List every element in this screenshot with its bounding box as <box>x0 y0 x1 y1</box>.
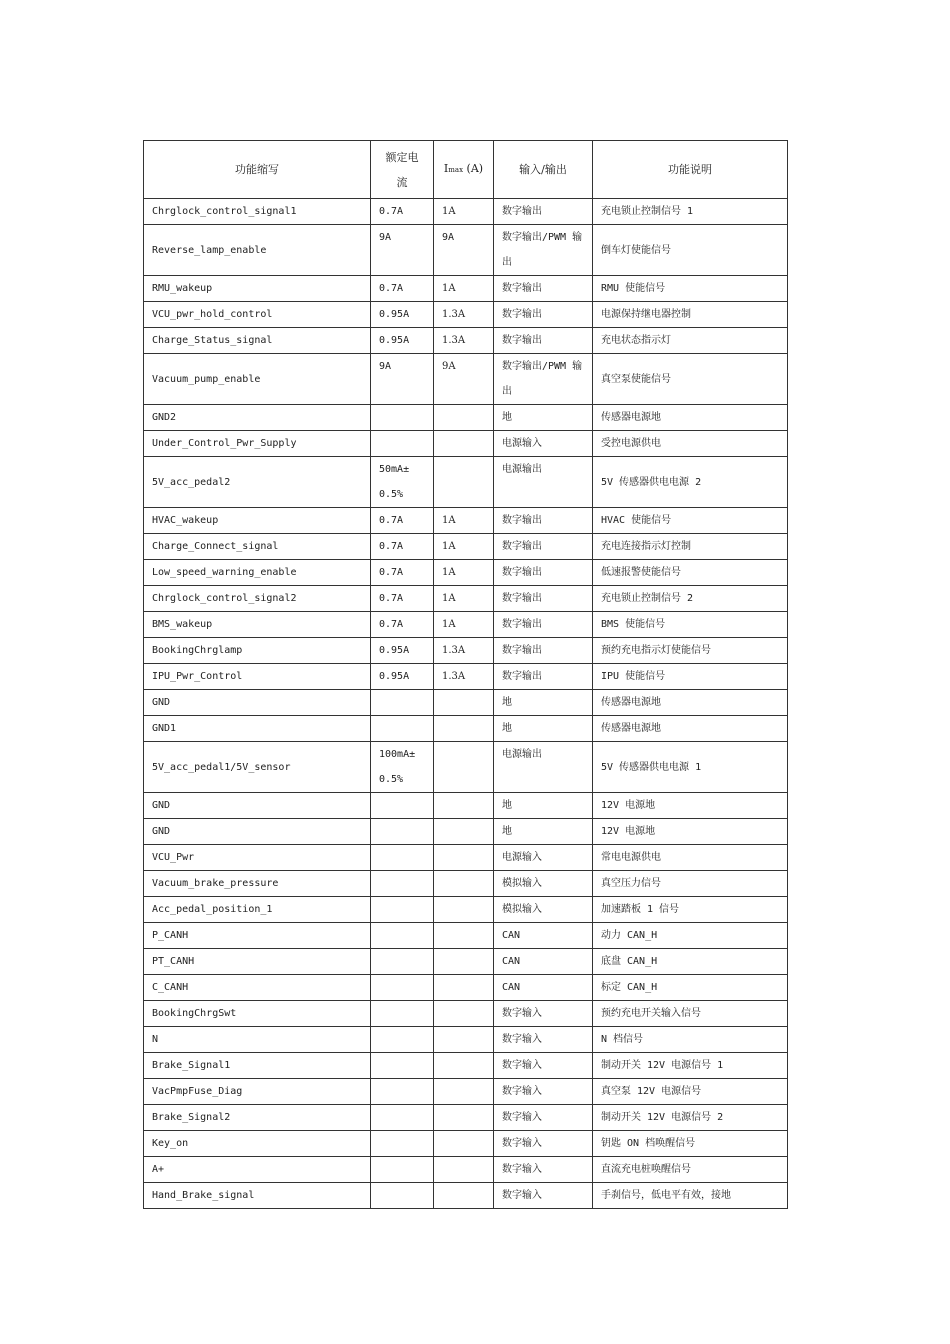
cell-rated-current <box>371 793 434 819</box>
cell-io: 数字输入 <box>494 1079 593 1105</box>
cell-function-name: Brake_Signal2 <box>144 1105 371 1131</box>
cell-imax <box>434 897 494 923</box>
cell-io: 地 <box>494 819 593 845</box>
cell-description: 动力 CAN_H <box>593 923 788 949</box>
cell-io: 电源输入 <box>494 845 593 871</box>
cell-rated-current: 0.95A <box>371 302 434 328</box>
cell-io: 数字输出 <box>494 534 593 560</box>
cell-description: 手刹信号，低电平有效，接地 <box>593 1183 788 1209</box>
cell-imax <box>434 1105 494 1131</box>
table-row <box>144 949 788 975</box>
cell-rated-current: 100mA± 0.5% <box>371 742 434 793</box>
cell-rated-current <box>371 1027 434 1053</box>
cell-description: 预约充电开关输入信号 <box>593 1001 788 1027</box>
header-io: 输入/输出 <box>494 141 593 199</box>
table-row <box>144 975 788 1001</box>
cell-io: CAN <box>494 975 593 1001</box>
table-row <box>144 871 788 897</box>
cell-io: 数字输入 <box>494 1001 593 1027</box>
cell-function-name: 5V_acc_pedal2 <box>144 457 371 508</box>
pin-function-table <box>143 140 788 1209</box>
cell-description: 真空泵使能信号 <box>593 354 788 405</box>
cell-imax <box>434 742 494 793</box>
cell-rated-current: 0.7A <box>371 560 434 586</box>
cell-imax: 1.3A <box>434 638 494 664</box>
cell-description: 制动开关 12V 电源信号 1 <box>593 1053 788 1079</box>
cell-function-name: Charge_Status_signal <box>144 328 371 354</box>
cell-function-name: Brake_Signal1 <box>144 1053 371 1079</box>
cell-function-name: Reverse_lamp_enable <box>144 225 371 276</box>
table-row <box>144 638 788 664</box>
cell-imax <box>434 431 494 457</box>
cell-imax <box>434 1157 494 1183</box>
cell-function-name: PT_CANH <box>144 949 371 975</box>
cell-description: 充电锁止控制信号 2 <box>593 586 788 612</box>
cell-description: 传感器电源地 <box>593 716 788 742</box>
cell-description: RMU 使能信号 <box>593 276 788 302</box>
cell-function-name: Acc_pedal_position_1 <box>144 897 371 923</box>
cell-io: 数字输出 <box>494 508 593 534</box>
cell-io: 数字输出 <box>494 560 593 586</box>
table-row <box>144 225 788 276</box>
cell-description: 制动开关 12V 电源信号 2 <box>593 1105 788 1131</box>
cell-rated-current <box>371 1105 434 1131</box>
table-row <box>144 586 788 612</box>
cell-rated-current <box>371 975 434 1001</box>
cell-imax: 9A <box>434 354 494 405</box>
cell-function-name: BookingChrglamp <box>144 638 371 664</box>
cell-imax <box>434 1027 494 1053</box>
cell-description: 受控电源供电 <box>593 431 788 457</box>
cell-imax <box>434 845 494 871</box>
cell-imax <box>434 1183 494 1209</box>
cell-rated-current: 0.95A <box>371 328 434 354</box>
cell-function-name: VacPmpFuse_Diag <box>144 1079 371 1105</box>
cell-function-name: BMS_wakeup <box>144 612 371 638</box>
cell-function-name: 5V_acc_pedal1/5V_sensor <box>144 742 371 793</box>
cell-function-name: Chrglock_control_signal1 <box>144 199 371 225</box>
cell-imax: 1A <box>434 276 494 302</box>
cell-rated-current: 50mA± 0.5% <box>371 457 434 508</box>
header-description: 功能说明 <box>593 141 788 199</box>
cell-imax: 1A <box>434 199 494 225</box>
cell-rated-current <box>371 1053 434 1079</box>
cell-description: 充电连接指示灯控制 <box>593 534 788 560</box>
cell-io: 电源输出 <box>494 742 593 793</box>
table-row <box>144 302 788 328</box>
cell-rated-current <box>371 949 434 975</box>
cell-function-name: IPU_Pwr_Control <box>144 664 371 690</box>
cell-function-name: BookingChrgSwt <box>144 1001 371 1027</box>
cell-description: 12V 电源地 <box>593 819 788 845</box>
cell-rated-current <box>371 1157 434 1183</box>
cell-description: 钥匙 ON 档唤醒信号 <box>593 1131 788 1157</box>
cell-imax: 1A <box>434 612 494 638</box>
cell-io: 数字输入 <box>494 1183 593 1209</box>
cell-imax: 1A <box>434 534 494 560</box>
cell-rated-current <box>371 819 434 845</box>
cell-imax: 1.3A <box>434 302 494 328</box>
table-row <box>144 328 788 354</box>
cell-description: 低速报警使能信号 <box>593 560 788 586</box>
cell-imax: 1A <box>434 508 494 534</box>
cell-imax <box>434 1001 494 1027</box>
cell-rated-current <box>371 845 434 871</box>
table-row <box>144 1001 788 1027</box>
cell-function-name: P_CANH <box>144 923 371 949</box>
cell-description: 12V 电源地 <box>593 793 788 819</box>
cell-rated-current <box>371 871 434 897</box>
cell-description: 真空泵 12V 电源信号 <box>593 1079 788 1105</box>
cell-function-name: Low_speed_warning_enable <box>144 560 371 586</box>
cell-function-name: GND <box>144 819 371 845</box>
cell-rated-current <box>371 1131 434 1157</box>
cell-function-name: GND1 <box>144 716 371 742</box>
cell-function-name: VCU_Pwr <box>144 845 371 871</box>
cell-function-name: Hand_Brake_signal <box>144 1183 371 1209</box>
table-row <box>144 690 788 716</box>
cell-imax <box>434 716 494 742</box>
table-row <box>144 1131 788 1157</box>
cell-function-name: RMU_wakeup <box>144 276 371 302</box>
cell-imax <box>434 457 494 508</box>
cell-rated-current <box>371 405 434 431</box>
cell-io: 地 <box>494 690 593 716</box>
table-row <box>144 1079 788 1105</box>
cell-description: BMS 使能信号 <box>593 612 788 638</box>
cell-io: CAN <box>494 949 593 975</box>
cell-io: 数字输出 <box>494 276 593 302</box>
table-row <box>144 508 788 534</box>
cell-rated-current: 0.95A <box>371 664 434 690</box>
cell-imax: 1A <box>434 560 494 586</box>
cell-description: 底盘 CAN_H <box>593 949 788 975</box>
cell-rated-current <box>371 1183 434 1209</box>
table-row <box>144 1157 788 1183</box>
cell-io: 数字输出/PWM 输出 <box>494 225 593 276</box>
cell-io: 地 <box>494 793 593 819</box>
table-row <box>144 1027 788 1053</box>
cell-io: 数字输入 <box>494 1053 593 1079</box>
table-row <box>144 819 788 845</box>
cell-description: 充电状态指示灯 <box>593 328 788 354</box>
cell-io: 数字输出 <box>494 664 593 690</box>
cell-imax <box>434 1079 494 1105</box>
cell-imax <box>434 871 494 897</box>
cell-io: 地 <box>494 716 593 742</box>
cell-description: 真空压力信号 <box>593 871 788 897</box>
header-rated-current <box>371 141 434 199</box>
cell-rated-current <box>371 690 434 716</box>
cell-description: HVAC 使能信号 <box>593 508 788 534</box>
table-row <box>144 612 788 638</box>
cell-function-name: VCU_pwr_hold_control <box>144 302 371 328</box>
cell-function-name: A+ <box>144 1157 371 1183</box>
cell-description: 传感器电源地 <box>593 405 788 431</box>
cell-rated-current <box>371 923 434 949</box>
cell-imax: 1.3A <box>434 328 494 354</box>
cell-description: IPU 使能信号 <box>593 664 788 690</box>
cell-rated-current: 0.7A <box>371 276 434 302</box>
table-row <box>144 1183 788 1209</box>
cell-imax <box>434 975 494 1001</box>
cell-description: 常电电源供电 <box>593 845 788 871</box>
cell-rated-current: 0.7A <box>371 534 434 560</box>
table-row <box>144 457 788 508</box>
cell-rated-current <box>371 716 434 742</box>
cell-io: 数字输入 <box>494 1105 593 1131</box>
cell-function-name: Chrglock_control_signal2 <box>144 586 371 612</box>
cell-io: 模拟输入 <box>494 871 593 897</box>
table-header-row <box>144 141 788 199</box>
cell-imax <box>434 819 494 845</box>
cell-io: 地 <box>494 405 593 431</box>
cell-description: 标定 CAN_H <box>593 975 788 1001</box>
table-row <box>144 1105 788 1131</box>
cell-io: 数字输出/PWM 输出 <box>494 354 593 405</box>
cell-description: 充电锁止控制信号 1 <box>593 199 788 225</box>
table-row <box>144 664 788 690</box>
cell-io: 数字输出 <box>494 586 593 612</box>
cell-function-name: Charge_Connect_signal <box>144 534 371 560</box>
header-imax <box>434 141 494 199</box>
table-row <box>144 431 788 457</box>
table-row <box>144 742 788 793</box>
cell-function-name: Under_Control_Pwr_Supply <box>144 431 371 457</box>
cell-imax <box>434 690 494 716</box>
cell-io: 数字输出 <box>494 199 593 225</box>
table-row <box>144 276 788 302</box>
cell-function-name: Key_on <box>144 1131 371 1157</box>
cell-rated-current: 0.95A <box>371 638 434 664</box>
cell-rated-current <box>371 897 434 923</box>
cell-imax: 9A <box>434 225 494 276</box>
cell-io: 数字输出 <box>494 302 593 328</box>
cell-imax <box>434 1131 494 1157</box>
cell-io: 数字输出 <box>494 638 593 664</box>
cell-rated-current: 0.7A <box>371 586 434 612</box>
cell-imax <box>434 793 494 819</box>
cell-function-name: GND2 <box>144 405 371 431</box>
header-imax-main: I <box>443 162 449 175</box>
cell-imax <box>434 949 494 975</box>
table-row <box>144 560 788 586</box>
table-row <box>144 845 788 871</box>
cell-io: 数字输入 <box>494 1027 593 1053</box>
cell-description: 倒车灯使能信号 <box>593 225 788 276</box>
cell-io: 电源输出 <box>494 457 593 508</box>
cell-description: 加速踏板 1 信号 <box>593 897 788 923</box>
cell-rated-current: 9A <box>371 225 434 276</box>
header-imax-unit: (A) <box>466 162 484 175</box>
cell-description: 直流充电桩唤醒信号 <box>593 1157 788 1183</box>
cell-rated-current: 0.7A <box>371 612 434 638</box>
cell-description: 预约充电指示灯使能信号 <box>593 638 788 664</box>
cell-function-name: Vacuum_pump_enable <box>144 354 371 405</box>
cell-description: 5V 传感器供电电源 2 <box>593 457 788 508</box>
header-name: 功能缩写 <box>144 141 371 199</box>
cell-rated-current <box>371 1001 434 1027</box>
cell-io: 电源输入 <box>494 431 593 457</box>
cell-imax: 1A <box>434 586 494 612</box>
cell-imax <box>434 1053 494 1079</box>
cell-imax <box>434 405 494 431</box>
table-row <box>144 716 788 742</box>
table-row <box>144 199 788 225</box>
cell-io: 数字输出 <box>494 612 593 638</box>
cell-io: 数字输入 <box>494 1131 593 1157</box>
cell-description: N 档信号 <box>593 1027 788 1053</box>
cell-imax: 1.3A <box>434 664 494 690</box>
cell-function-name: HVAC_wakeup <box>144 508 371 534</box>
cell-function-name: GND <box>144 690 371 716</box>
table-row <box>144 1053 788 1079</box>
cell-io: 数字输入 <box>494 1157 593 1183</box>
cell-function-name: C_CANH <box>144 975 371 1001</box>
table-row <box>144 793 788 819</box>
cell-description: 5V 传感器供电电源 1 <box>593 742 788 793</box>
table-row <box>144 354 788 405</box>
cell-rated-current <box>371 431 434 457</box>
cell-rated-current <box>371 1079 434 1105</box>
cell-imax <box>434 923 494 949</box>
table-row <box>144 534 788 560</box>
table-row <box>144 923 788 949</box>
cell-description: 传感器电源地 <box>593 690 788 716</box>
cell-rated-current: 0.7A <box>371 199 434 225</box>
cell-description: 电源保持继电器控制 <box>593 302 788 328</box>
cell-io: CAN <box>494 923 593 949</box>
cell-io: 数字输出 <box>494 328 593 354</box>
cell-function-name: N <box>144 1027 371 1053</box>
header-rated-current-label: 额定电流 <box>385 150 419 189</box>
cell-rated-current: 0.7A <box>371 508 434 534</box>
cell-io: 模拟输入 <box>494 897 593 923</box>
cell-function-name: Vacuum_brake_pressure <box>144 871 371 897</box>
cell-function-name: GND <box>144 793 371 819</box>
table-row <box>144 897 788 923</box>
cell-rated-current: 9A <box>371 354 434 405</box>
header-imax-sub: max <box>448 166 464 174</box>
table-row <box>144 405 788 431</box>
